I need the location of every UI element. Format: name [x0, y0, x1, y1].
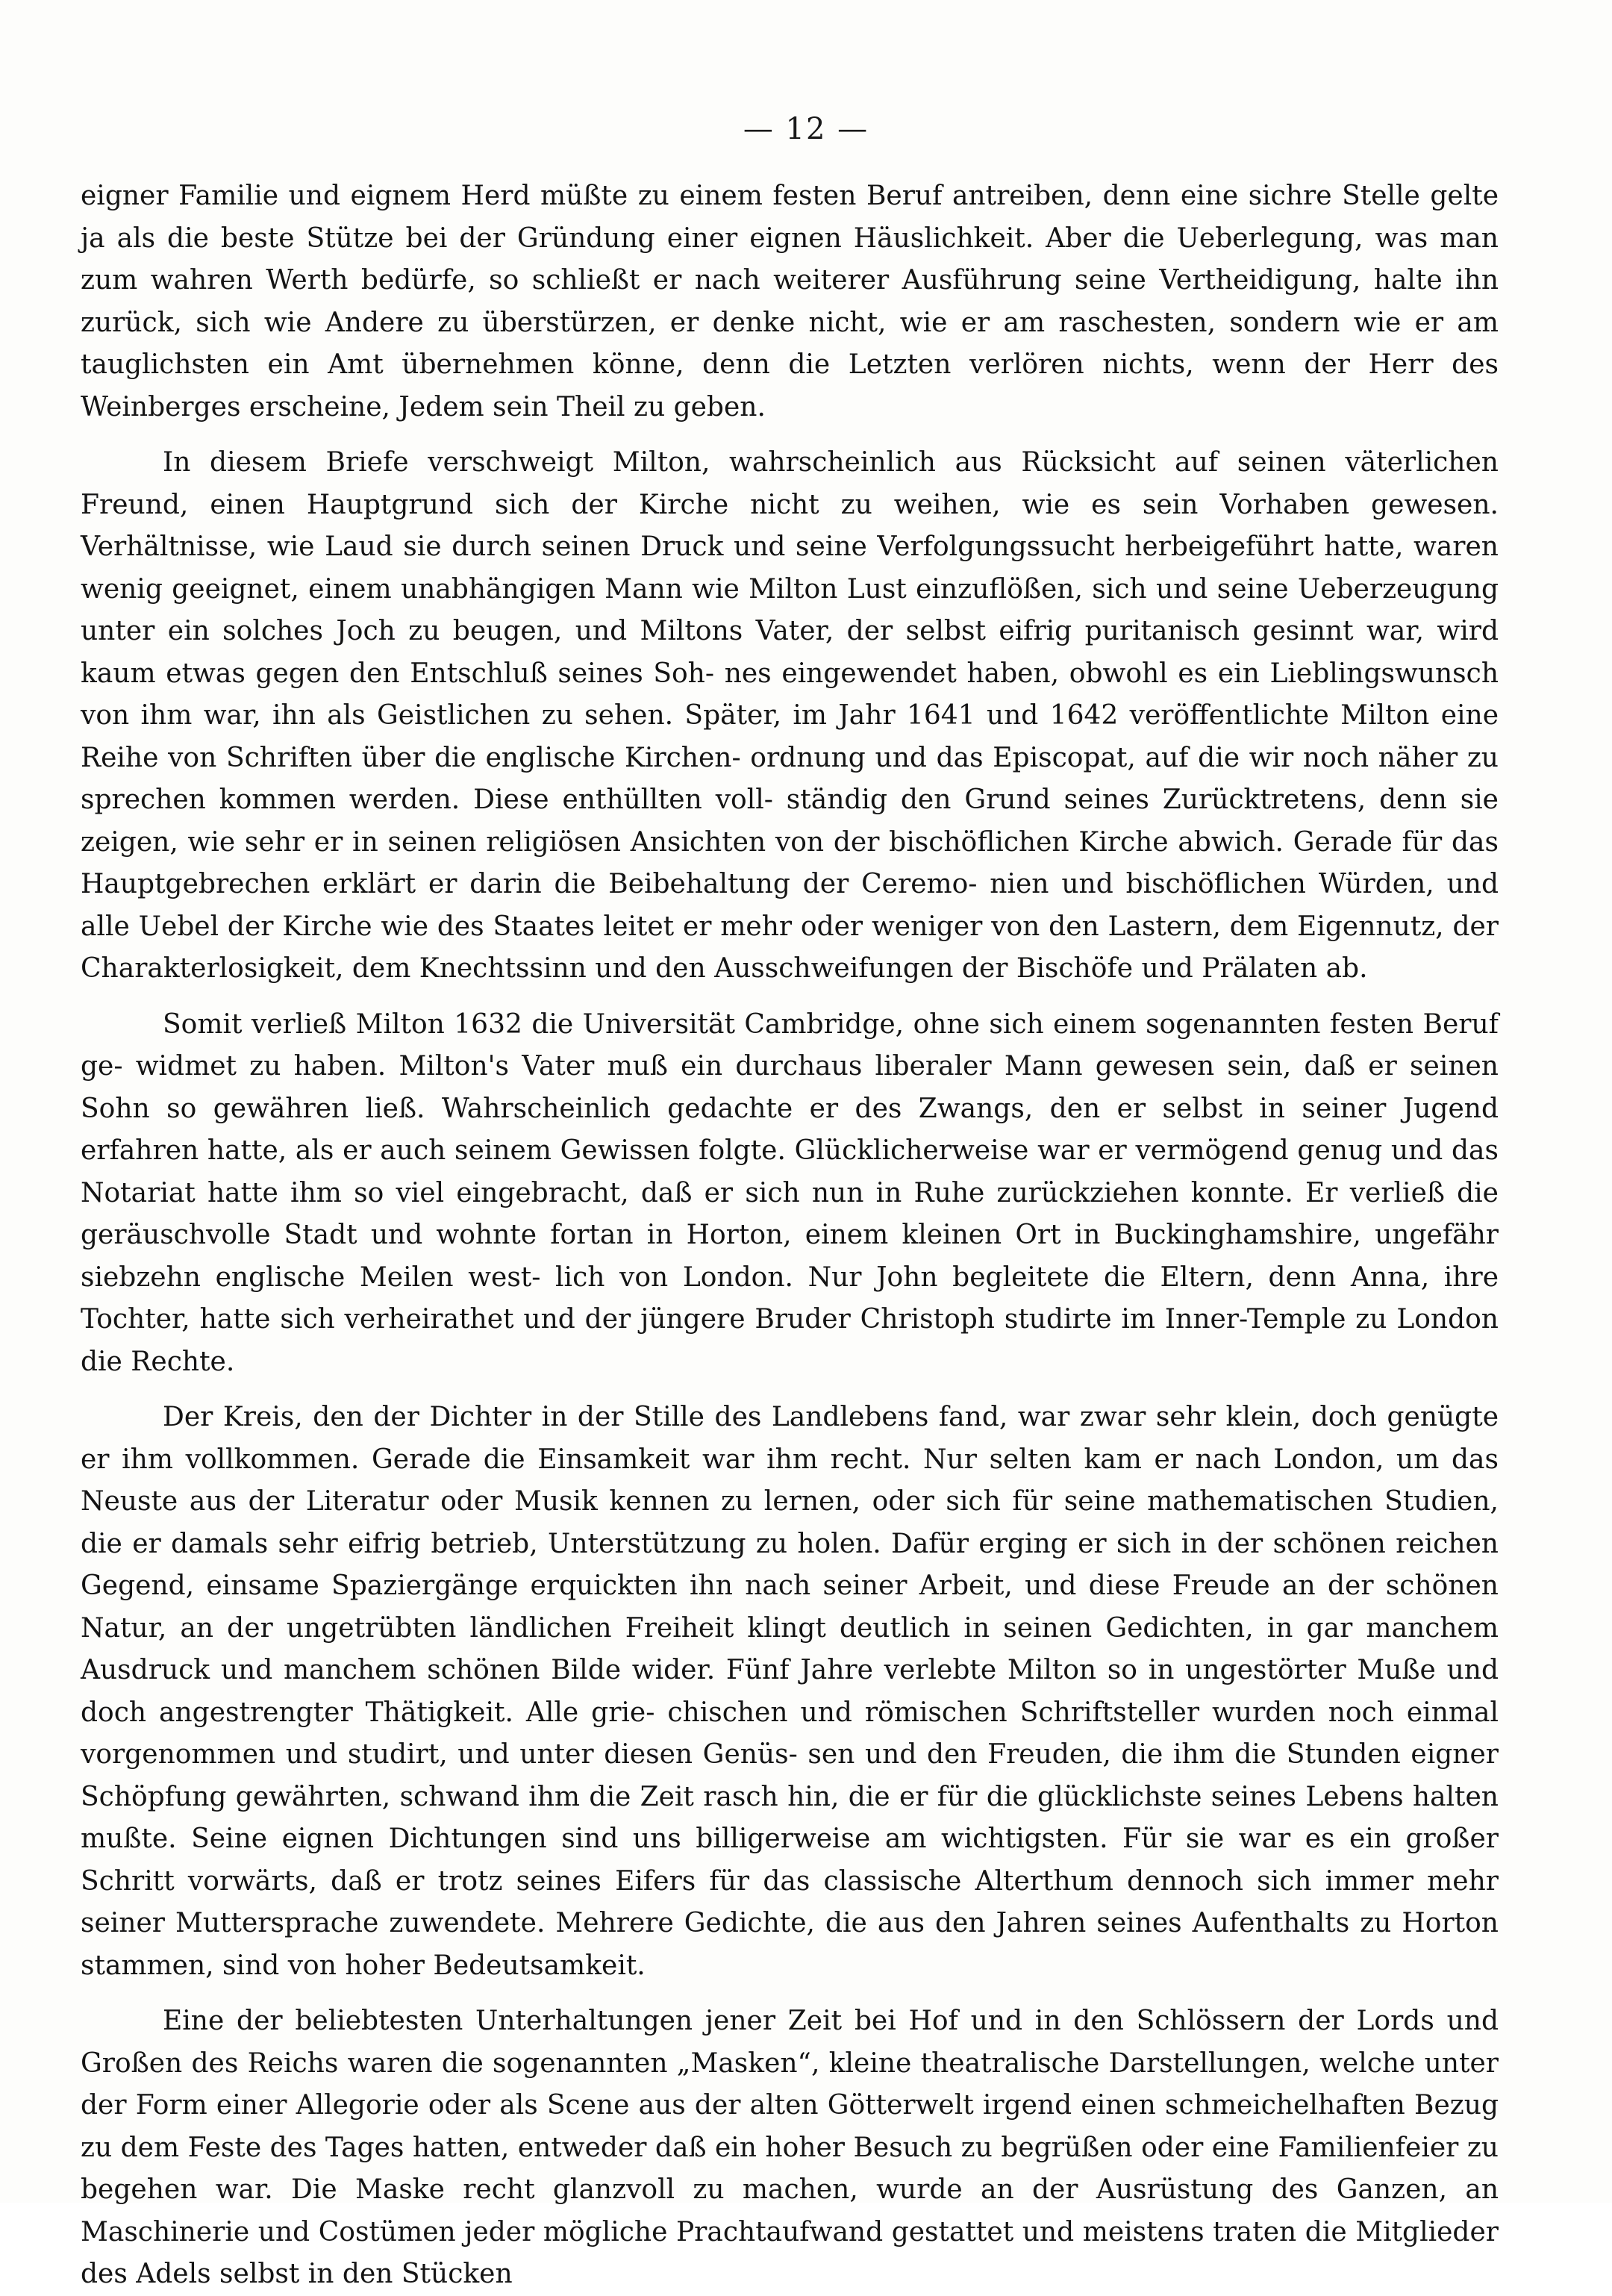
paragraph: eigner Familie und eignem Herd müßte zu einem festen Beruf antreiben, denn eine sichre Stelle gelte ja als die beste Stütze bei der Gründung einer eignen Häuslichkeit. Aber die Ueberlegung, was man zum wahren Werth bedürfe, so schließt er nach weiterer Ausführung seine Vertheidigung, halte ihn zurück, sich wie Andere zu überstürzen, er denke nicht, wie er am raschesten, sondern wie er am tauglichsten ein Amt übernehmen könne, denn die Letzten verlören nichts, wenn der Herr des Weinberges erscheine, Jedem sein Theil zu geben.: [81, 181, 1499, 422]
paragraph: Somit verließ Milton 1632 die Universität Cambridge, ohne sich einem sogenannten festen Beruf ge- widmet zu haben. Milton's Vater muß ein durchaus liberaler Mann gewesen sein, daß er seinen Sohn so gewähren ließ. Wahrscheinlich gedachte er des Zwangs, den er selbst in seiner Jugend erfahren hatte, als er auch seinem Gewissen folgte. Glücklicherweise war er vermögend genug und das Notariat hatte ihm so viel eingebracht, daß er sich nun in Ruhe zurückziehen konnte. Er verließ die geräuschvolle Stadt und wohnte fortan in Horton, einem kleinen Ort in Buckinghamshire, ungefähr siebzehn englische Meilen west- lich von London. Nur John begleitete die Eltern, denn Anna, ihre Tochter, hatte sich verheirathet und der jüngere Bruder Christoph studirte im Inner-Temple zu London die Rechte.: [81, 1008, 1499, 1377]
paragraph: Der Kreis, den der Dichter in der Stille des Landlebens fand, war zwar sehr klein, doch genügte er ihm vollkommen. Gerade die Einsamkeit war ihm recht. Nur selten kam er nach London, um das Neuste aus der Literatur oder Musik kennen zu lernen, oder sich für seine mathematischen Studien, die er damals sehr eifrig betrieb, Unterstützung zu holen. Dafür erging er sich in der schönen reichen Gegend, einsame Spaziergänge erquickten ihn nach seiner Arbeit, und diese Freude an der schönen Natur, an der ungetrübten ländlichen Freiheit klingt deutlich in seinen Gedichten, in gar manchem Ausdruck und manchem schönen Bilde wider. Fünf Jahre verlebte Milton so in ungestörter Muße und doch angestrengter Thätigkeit. Alle grie- chischen und römischen Schriftsteller wurden noch einmal vorgenommen und studirt, und unter diesen Genüs- sen und den Freuden, die ihm die Stunden eigner Schöpfung gewährten, schwand ihm die Zeit rasch hin, die er für die glücklichste seines Lebens halten mußte. Seine eignen Dichtungen sind uns billigerweise am wichtigsten. Für sie war es ein großer Schritt vorwärts, daß er trotz seines Eifers für das classische Alterthum dennoch sich immer mehr seiner Muttersprache zuwendete. Mehrere Gedichte, die aus den Jahren seines Aufenthalts zu Horton stammen, sind von hoher Bedeutsamkeit.: [81, 1402, 1499, 1981]
page-number: — 12 —: [743, 112, 869, 146]
body-text: [81, 175, 1499, 2296]
paragraph: Eine der beliebtesten Unterhaltungen jener Zeit bei Hof und in den Schlössern der Lords und Großen des Reichs waren die sogenannten „Masken“, kleine theatralische Darstellungen, welche unter der Form einer Allegorie oder als Scene aus der alten Götterwelt irgend einen schmeichelhaften Bezug zu dem Feste des Tages hatten, entweder daß ein hoher Besuch zu begrüßen oder eine Familienfeier zu begehen war. Die Maske recht glanzvoll zu machen, wurde an der Ausrüstung des Ganzen, an Maschinerie und Costümen jeder mögliche Prachtaufwand gestattet und meistens traten die Mitglieder des Adels selbst in den Stücken: [81, 2006, 1499, 2289]
paragraph: In diesem Briefe verschweigt Milton, wahrscheinlich aus Rücksicht auf seinen väterlichen Freund, einen Hauptgrund sich der Kirche nicht zu weihen, wie es sein Vorhaben gewesen. Verhältnisse, wie Laud sie durch seinen Druck und seine Verfolgungssucht herbeigeführt hatte, waren wenig geeignet, einem unabhängigen Mann wie Milton Lust einzuflößen, sich und seine Ueberzeugung unter ein solches Joch zu beugen, und Miltons Vater, der selbst eifrig puritanisch gesinnt war, wird kaum etwas gegen den Entschluß seines Soh- nes eingewendet haben, obwohl es ein Lieblingswunsch von ihm war, ihn als Geistlichen zu sehen. Später, im Jahr 1641 und 1642 veröffentlichte Milton eine Reihe von Schriften über die englische Kirchen- ordnung und das Episcopat, auf die wir noch näher zu sprechen kommen werden. Diese enthüllten voll- ständig den Grund seines Zurücktretens, denn sie zeigen, wie sehr er in seinen religiösen Ansichten von der bischöflichen Kirche abwich. Gerade für das Hauptgebrechen erklärt er darin die Beibehaltung der Ceremo- nien und bischöflichen Würden, und alle Uebel der Kirche wie des Staates leitet er mehr oder weniger von den Lastern, dem Eigennutz, der Charakterlosigkeit, dem Knechtssinn und den Ausschweifungen der Bischöfe und Prälaten ab.: [81, 447, 1499, 984]
